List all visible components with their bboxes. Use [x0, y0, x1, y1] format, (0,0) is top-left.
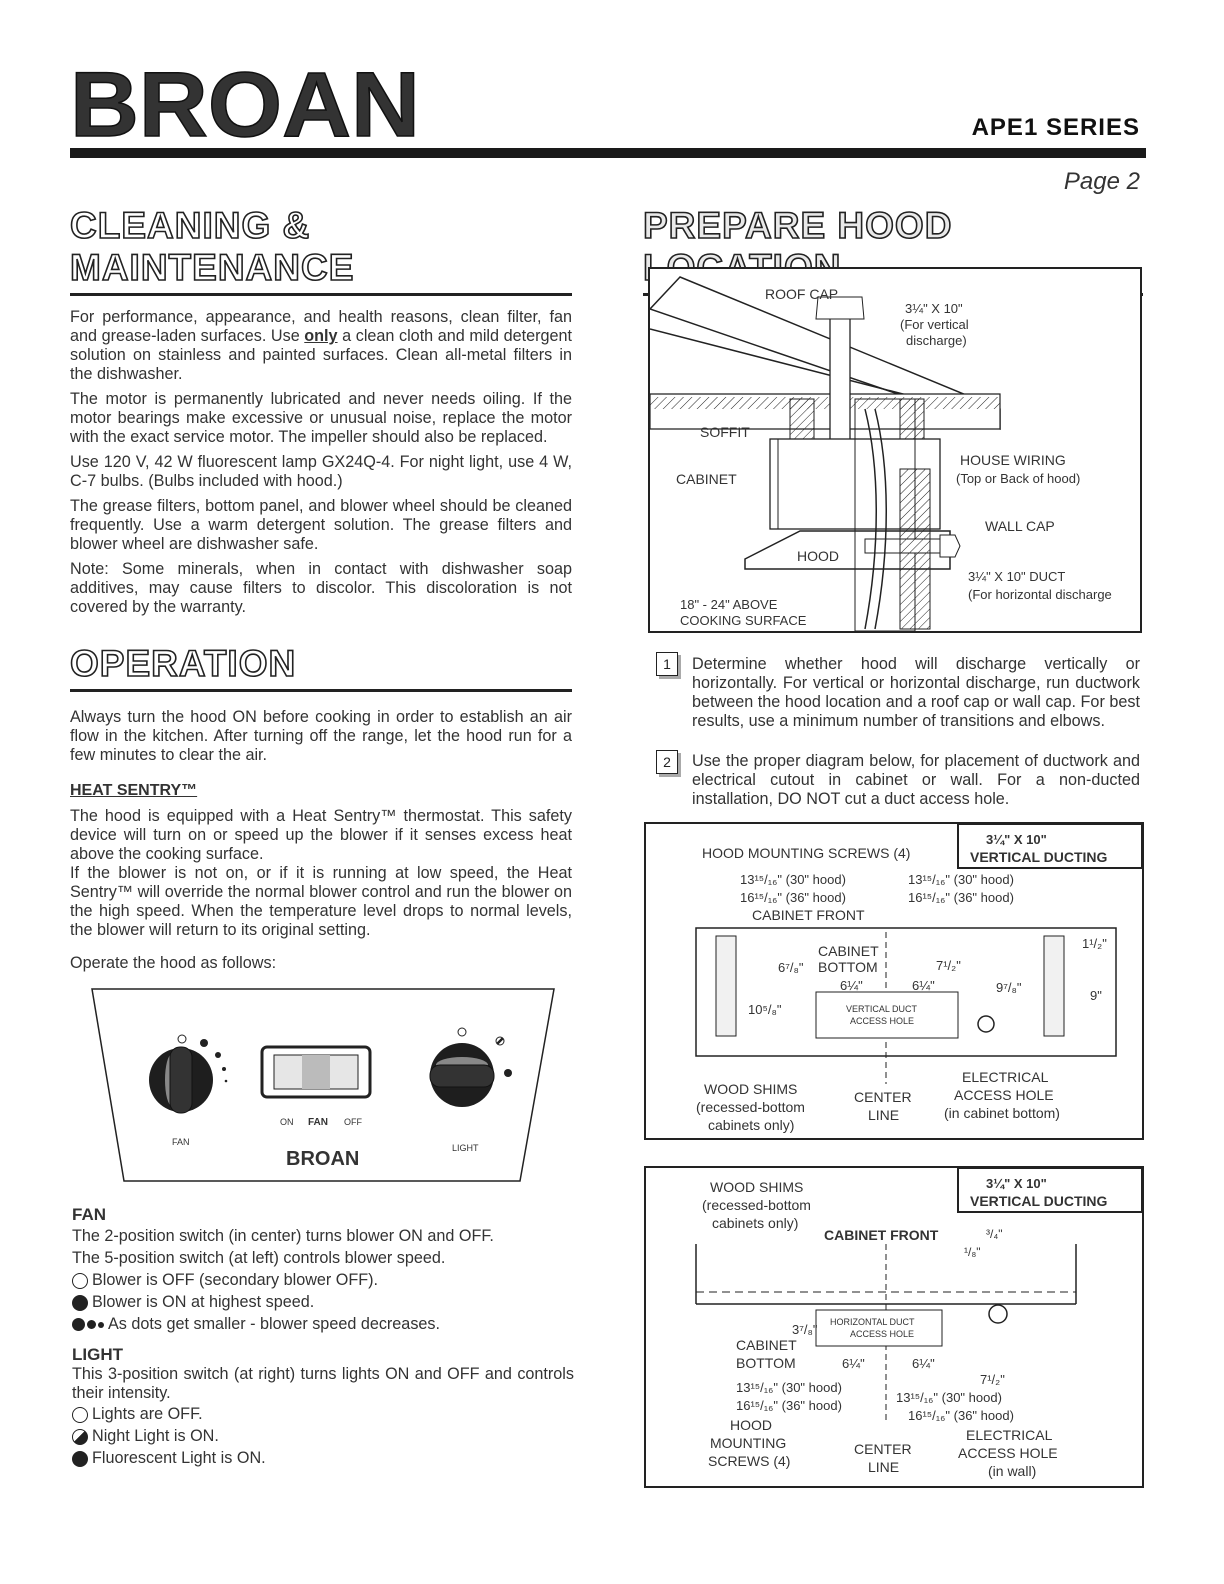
cleaning-p4: The grease filters, bottom panel, and blower wheel should be cleaned frequently. Use a warm detergent solution. The grease filters and blower wheel are dishwasher safe. [70, 497, 572, 553]
header-rule [70, 148, 1146, 158]
d2-shims2: (recessed-bottom [696, 1099, 805, 1115]
d3-cabinet-bottom1: CABINET [736, 1337, 797, 1353]
label-above1: 18" - 24" ABOVE [680, 597, 778, 612]
heat-sentry-title: HEAT SENTRY™ [70, 782, 198, 799]
cleaning-p2: The motor is permanently lubricated and never needs oiling. If the motor bearings make excessive or unusual noise, replace the motor with the exact service motor. The impeller should also be replaced. [70, 390, 572, 446]
cleaning-p5: Note: Some minerals, when in contact with dishwasher soap additives, may cause filters to discolor. This discoloration is not covered by the warranty. [70, 560, 572, 616]
fan-line-4: Blower is ON at highest speed. [72, 1291, 574, 1313]
page-number: Page 2 [1063, 168, 1140, 195]
d2-cabinet-bottom1: CABINET [818, 943, 879, 959]
vertical-ducting-diagram [644, 822, 1144, 1140]
fan-line-5: As dots get smaller - blower speed decreases. [72, 1313, 574, 1335]
d2-elec3: (in cabinet bottom) [944, 1105, 1060, 1121]
light-title: LIGHT [72, 1345, 123, 1364]
d3-cabinet-bottom2: BOTTOM [736, 1355, 796, 1371]
heat-sentry-p1: The hood is equipped with a Heat Sentry™ thermostat. This safety device will turn on or speed up the blower if it senses excess heat above the cooking surface. [70, 807, 572, 863]
cleaning-rule [70, 293, 572, 296]
empty-circle-icon [72, 1407, 88, 1423]
label-hood: HOOD [797, 548, 839, 564]
switch-off-label: OFF [344, 1117, 362, 1127]
d3-center2: LINE [868, 1459, 900, 1475]
cleaning-title: CLEANING & MAINTENANCE [70, 205, 355, 288]
prepare-title: PREPARE HOOD LOCATION [643, 205, 953, 288]
label-above2: COOKING SURFACE [680, 613, 807, 628]
brand-text: BROAN [70, 64, 420, 144]
label-wall-cap: WALL CAP [985, 518, 1055, 534]
d2-dim-614a: 6¼" [840, 978, 863, 993]
d2-dim-678: 6⁷/₈" [778, 960, 804, 975]
cleaning-p1: For performance, appearance, and health reasons, clean filter, fan and grease-laden surfaces. Use only a clean cloth and mild detergent solution on stainless and painted surfaces. Clean all-metal filters in the dishwasher. [70, 308, 573, 383]
d3-d2a: 13¹⁵/₁₆" (30" hood) [896, 1390, 1002, 1405]
control-panel [90, 985, 558, 1185]
hood-location-diagram [648, 267, 1142, 633]
dot-medium-icon [87, 1320, 96, 1329]
d2-elec1: ELECTRICAL [962, 1069, 1049, 1085]
d3-box-title: VERTICAL DUCTING [970, 1193, 1108, 1209]
label-duct: 3¼" X 10" DUCT [968, 569, 1066, 584]
d2-d1b: 16¹⁵/₁₆" (36" hood) [740, 890, 846, 905]
d3-dim-34: ³/₄" [986, 1227, 1003, 1241]
d2-center2: LINE [868, 1107, 900, 1123]
label-roof-cap: ROOF CAP [765, 286, 839, 302]
empty-circle-icon [72, 1273, 88, 1289]
d3-screws1: HOOD [730, 1417, 772, 1433]
d2-box-size: 3¼" X 10" [986, 832, 1047, 847]
dot-small-icon [98, 1322, 104, 1328]
operation-section [70, 643, 572, 973]
operate-as: Operate the hood as follows: [70, 954, 277, 972]
d2-center1: CENTER [854, 1089, 912, 1105]
d3-dim-712: 7¹/₂" [980, 1372, 1005, 1387]
d3-cabinet-front: CABINET FRONT [824, 1227, 939, 1243]
d2-elec2: ACCESS HOLE [954, 1087, 1054, 1103]
step2-box: 2 [656, 750, 678, 774]
d2-d1a: 13¹⁵/₁₆" (30" hood) [740, 872, 846, 887]
d3-elec3: (in wall) [988, 1463, 1037, 1479]
light-line-3: Night Light is ON. [72, 1425, 574, 1447]
d3-d1a: 13¹⁵/₁₆" (30" hood) [736, 1380, 842, 1395]
cleaning-p3: Use 120 V, 42 W fluorescent lamp GX24Q-4. For night light, use 4 W, C-7 bulbs. (Bulbs included with hood.) [70, 453, 572, 490]
d3-d1b: 16¹⁵/₁₆" (36" hood) [736, 1398, 842, 1413]
d2-screws: HOOD MOUNTING SCREWS (4) [702, 845, 911, 861]
broan-logo [68, 64, 428, 144]
operation-title: OPERATION [70, 643, 297, 684]
cleaning-section [70, 205, 572, 617]
d2-dim-1058: 10⁵/₈" [748, 1002, 782, 1017]
d3-shims1: WOOD SHIMS [710, 1179, 804, 1195]
switch-on-label: ON [280, 1117, 294, 1127]
label-vert-note1: (For vertical [900, 317, 969, 332]
panel-brand: BROAN [286, 1148, 360, 1170]
d3-elec1: ELECTRICAL [966, 1427, 1053, 1443]
d3-screws2: MOUNTING [710, 1435, 787, 1451]
filled-circle-icon [72, 1451, 88, 1467]
dot-large-icon [72, 1318, 85, 1331]
light-line-2: Lights are OFF. [72, 1403, 574, 1425]
d3-dim-18: ¹/₈" [964, 1245, 981, 1259]
label-cabinet: CABINET [676, 471, 737, 487]
fan-line-2: The 5-position switch (at left) controls blower speed. [72, 1249, 446, 1267]
light-knob[interactable] [430, 1043, 494, 1107]
d2-duct-hole2: ACCESS HOLE [850, 1016, 915, 1026]
d3-box-size: 3¼" X 10" [986, 1176, 1047, 1191]
d3-shims3: cabinets only) [712, 1215, 799, 1231]
light-knob-label: LIGHT [452, 1143, 479, 1153]
operation-rule [70, 689, 572, 692]
d2-cabinet-front: CABINET FRONT [752, 907, 865, 923]
d2-cabinet-bottom2: BOTTOM [818, 959, 878, 975]
label-vert-note2: discharge) [906, 333, 967, 348]
step2-text: Use the proper diagram below, for placement of ductwork and electrical cutout in cabinet or wall. For a non-ducted installation, DO NOT cut a duct access hole. [692, 752, 1140, 808]
operation-intro: Always turn the hood ON before cooking in order to establish an air flow in the kitchen. After turning off the range, let the hood run for a few minutes to clear the air. [70, 708, 572, 764]
d2-duct-hole1: VERTICAL DUCT [846, 1004, 918, 1014]
d2-box-title: VERTICAL DUCTING [970, 849, 1108, 865]
switch-fan-label: FAN [308, 1117, 328, 1128]
d2-dim-614b: 6¼" [912, 978, 935, 993]
step1-text: Determine whether hood will discharge vertically or horizontally. For vertical or horizontal discharge, run ductwork between the hood location and a roof cap or wall cap. For best results, use a minimum number of transitions and elbows. [692, 655, 1140, 730]
fan-knob-label: FAN [172, 1137, 190, 1147]
d2-shims1: WOOD SHIMS [704, 1081, 798, 1097]
d2-dim-112: 1¹/₂" [1082, 936, 1107, 951]
step1-box: 1 [656, 652, 678, 676]
d3-elec2: ACCESS HOLE [958, 1445, 1058, 1461]
filled-circle-icon [72, 1295, 88, 1311]
d2-d2b: 16¹⁵/₁₆" (36" hood) [908, 890, 1014, 905]
light-line-1: This 3-position switch (at right) turns lights ON and OFF and controls their intensity. [72, 1365, 574, 1402]
d2-dim-712: 7¹/₂" [936, 958, 961, 973]
light-line-4: Fluorescent Light is ON. [72, 1447, 574, 1469]
d3-duct-hole1: HORIZONTAL DUCT [830, 1317, 915, 1327]
label-house-wiring-note: (Top or Back of hood) [956, 471, 1081, 486]
fan-line-1: The 2-position switch (in center) turns blower ON and OFF. [72, 1227, 494, 1245]
d3-dim-378: 3⁷/₈" [792, 1322, 818, 1337]
d3-center1: CENTER [854, 1441, 912, 1457]
d2-dim-978: 9⁷/₈" [996, 980, 1022, 995]
fan-line-3: Blower is OFF (secondary blower OFF). [72, 1269, 574, 1291]
half-circle-icon [72, 1429, 88, 1445]
d3-shims2: (recessed-bottom [702, 1197, 811, 1213]
d3-dim-614b: 6¼" [912, 1356, 935, 1371]
d2-d2a: 13¹⁵/₁₆" (30" hood) [908, 872, 1014, 887]
d3-dim-614a: 6¼" [842, 1356, 865, 1371]
label-duct-note: (For horizontal discharge [968, 587, 1112, 602]
series-label: APE1 SERIES [971, 114, 1140, 141]
fan-rocker-switch[interactable] [262, 1047, 370, 1097]
label-house-wiring: HOUSE WIRING [960, 452, 1066, 468]
label-vert-size: 3¼" X 10" [905, 301, 963, 316]
heat-sentry-p2: If the blower is not on, or if it is running at low speed, the Heat Sentry™ will override the normal blower control and run the blower on the high speed. When the temperature level drops to normal levels, the blower will return to its original setting. [70, 864, 572, 939]
fan-title: FAN [72, 1205, 106, 1224]
d3-duct-hole2: ACCESS HOLE [850, 1329, 915, 1339]
d2-dim-9: 9" [1090, 988, 1102, 1003]
horizontal-ducting-diagram [644, 1166, 1144, 1488]
fan-section [72, 1205, 574, 1469]
label-soffit: SOFFIT [700, 424, 750, 440]
d3-screws3: SCREWS (4) [708, 1453, 791, 1469]
d3-d2b: 16¹⁵/₁₆" (36" hood) [908, 1408, 1014, 1423]
d2-shims3: cabinets only) [708, 1117, 795, 1133]
